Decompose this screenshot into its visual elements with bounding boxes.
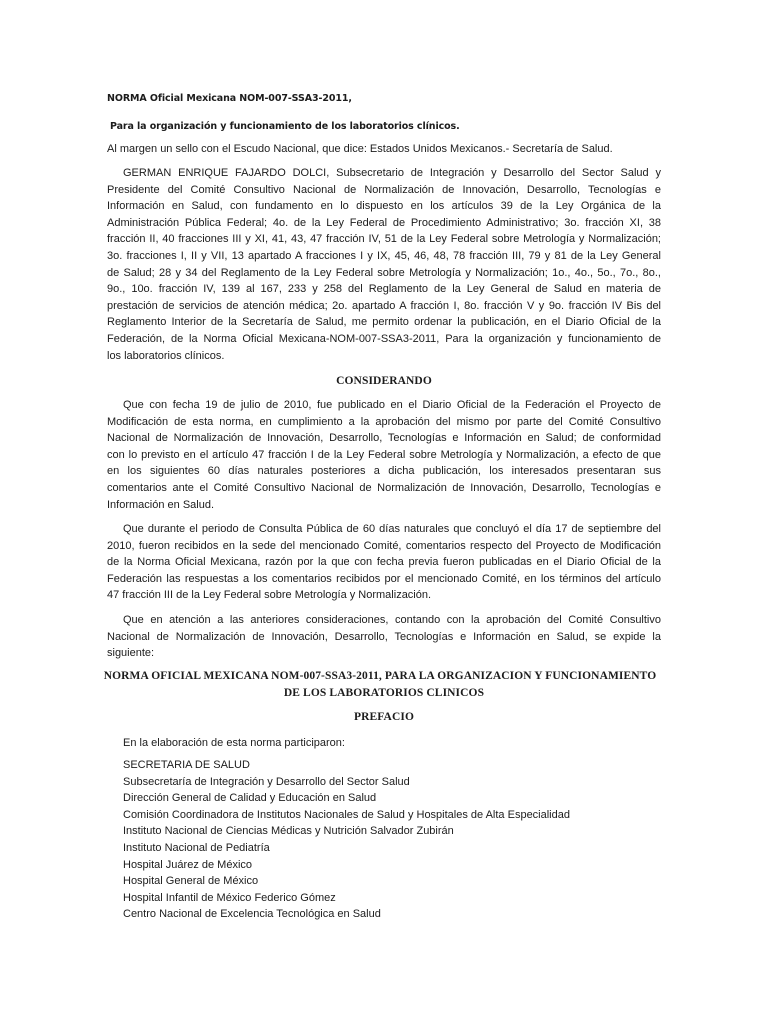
prefacio-intro: En la elaboración de esta norma participaron: <box>123 737 345 749</box>
norma-heading-line-1: NORMA OFICIAL MEXICANA NOM-007-SSA3-2011, PARA LA ORGANIZACION Y FUNCIONAMIENTO <box>103 670 657 682</box>
list-item: Instituto Nacional de Ciencias Médicas y Nutrición Salvador Zubirán <box>123 825 454 838</box>
paragraph-line: en los siguientes 60 días naturales posteriores a dicha publicación, los interesados presentaran sus <box>107 465 661 478</box>
paragraph-line: Al margen un sello con el Escudo Nacional, que dice: Estados Unidos Mexicanos.- Secretaría de Salud. <box>107 143 613 155</box>
paragraph-line: Administración Pública Federal; 4o. de la Ley Federal de Procedimiento Administrativo; 3o. fracción XI, 38 <box>107 216 661 229</box>
list-item: Comisión Coordinadora de Institutos Nacionales de Salud y Hospitales de Alta Especialidad <box>123 808 570 821</box>
paragraph-line: Federación las respuestas a los comentarios recibidos por el mencionado Comité, en los términos del artículo <box>107 572 661 585</box>
list-item: Hospital Juárez de México <box>123 858 253 871</box>
paragraph-line: de Salud; 28 y 34 del Reglamento de la Ley Federal sobre Metrología y Normalización; 1o., 4o., 5o., 7o., 8o., <box>107 266 661 279</box>
paragraph-line: 3o. fracciones I, II y VII, 13 apartado A fracciones I y IX, 45, 46, 48, 78 fracción III, 79 y 81 de la Ley General <box>107 249 661 262</box>
paragraph-line: 2010, fueron recibidos en la sede del mencionado Comité, comentarios respecto del Proyecto de Modificación <box>107 539 661 552</box>
considerando-paragraph-3 <box>107 612 661 662</box>
paragraph-line: prestación de servicios de atención médica; 2o. apartado A fracción I, 8o. fracción V y 9o. fracción IV Bis del <box>107 299 661 312</box>
considerando-paragraph-2 <box>107 521 661 604</box>
paragraph-line: de la Norma Oficial Mexicana, razón por la que con fecha previa fueron publicadas en el Diario Oficial de la <box>107 556 661 569</box>
paragraph-line: GERMAN ENRIQUE FAJARDO DOLCI, Subsecretario de Integración y Desarrollo del Sector Salud y <box>123 167 661 179</box>
paragraph-line: fracción II, 40 fracciones III y XI, 41, 43, 47 fracción IV, 51 de la Ley Federal sobre Metrología y Normalización; <box>107 233 661 246</box>
list-item: Instituto Nacional de Pediatría <box>123 841 270 854</box>
list-item: Hospital Infantil de México Federico Gómez <box>123 891 336 904</box>
considerando-heading: CONSIDERANDO <box>336 375 432 387</box>
paragraph-line: 9o., 10o. fracción IV, 139 al 167, 233 y 258 del Reglamento de la Ley General de Salud en materia de <box>107 283 661 296</box>
list-item: Hospital General de México <box>123 875 259 888</box>
paragraph-line: Nacional de Normalización de Innovación, Desarrollo, Tecnologías e Información en Salud; de conformidad <box>107 432 661 445</box>
paragraph-line: comentarios ante el Comité Consultivo Nacional de Normalización de Innovación, Desarrollo, Tecnologías e <box>107 481 661 494</box>
margin-seal-paragraph <box>107 141 661 158</box>
paragraph-line: Información en Salud, con fundamento en lo dispuesto en los artículos 39 de la Ley Orgánica de la <box>107 200 661 213</box>
paragraph-line: Federación, de la Norma Oficial Mexicana-NOM-007-SSA3-2011, Para la organización y funcionamiento de <box>107 332 661 345</box>
paragraph-line: los laboratorios clínicos. <box>107 349 225 362</box>
document-title: NORMA Oficial Mexicana NOM-007-SSA3-2011, <box>107 93 352 104</box>
paragraph-line: Información en Salud. <box>107 498 215 511</box>
paragraph-line: Que durante el periodo de Consulta Pública de 60 días naturales que concluyó el día 17 de septiembre del <box>123 523 661 535</box>
participants-list <box>123 757 570 923</box>
paragraph-line: Que en atención a las anteriores consideraciones, contando con la aprobación del Comité Consultivo <box>123 614 661 626</box>
paragraph-line: Nacional de Normalización de Innovación, Desarrollo, Tecnologías e Información en Salud, se expide la <box>107 630 661 643</box>
norma-heading-line-2: DE LOS LABORATORIOS CLINICOS <box>283 687 485 699</box>
document-subtitle: Para la organización y funcionamiento de los laboratorios clínicos. <box>110 121 460 132</box>
list-item: Subsecretaría de Integración y Desarrollo del Sector Salud <box>123 775 410 788</box>
paragraph-line: Que con fecha 19 de julio de 2010, fue publicado en el Diario Oficial de la Federación el Proyecto de <box>123 399 661 411</box>
considerando-paragraph-1 <box>107 397 661 513</box>
paragraph-line: siguiente: <box>107 647 155 660</box>
list-item: Centro Nacional de Excelencia Tecnológica en Salud <box>123 908 381 921</box>
list-item: SECRETARIA DE SALUD <box>123 759 250 771</box>
intro-paragraph <box>107 165 661 364</box>
list-item: Dirección General de Calidad y Educación en Salud <box>123 792 377 805</box>
paragraph-line: Presidente del Comité Consultivo Nacional de Normalización de Innovación, Desarrollo, Tecnologías e <box>107 183 661 196</box>
paragraph-line: Reglamento Interior de la Secretaría de Salud, me permito ordenar la publicación, en el Diario Oficial de la <box>107 316 661 329</box>
paragraph-line: Modificación de esta norma, en cumplimiento a la aprobación del mismo por parte del Comité Consultivo <box>107 415 661 428</box>
paragraph-line: con lo previsto en el artículo 47 fracción I de la Ley Federal sobre Metrología y Normalización, a efecto de que <box>107 448 661 461</box>
paragraph-line: 47 fracción III de la Ley Federal sobre Metrología y Normalización. <box>107 589 432 602</box>
prefacio-heading: PREFACIO <box>353 711 414 723</box>
